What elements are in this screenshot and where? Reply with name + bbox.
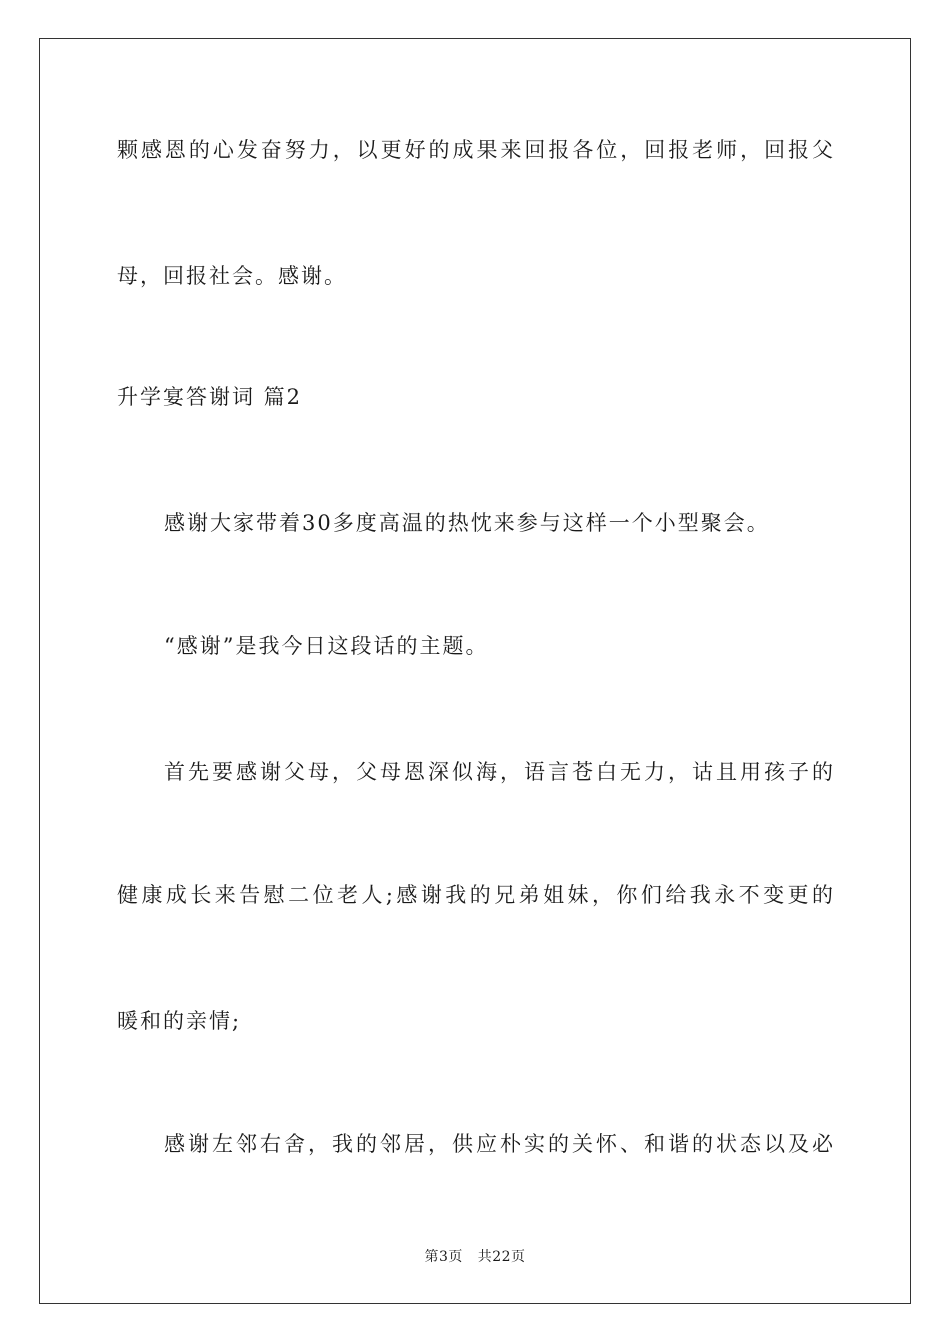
body-text-line: 感谢左邻右舍，我的邻居，供应朴实的关怀、和谐的状态以及必 <box>164 1132 833 1156</box>
body-text-line: 感谢大家带着30多度高温的热忱来参与这样一个小型聚会。 <box>164 511 770 535</box>
body-text-line: 暖和的亲情; <box>117 1009 242 1033</box>
body-text-line: 首先要感谢父母，父母恩深似海，语言苍白无力，诂且用孩子的 <box>164 760 833 784</box>
body-text-line: 母，回报社会。感谢。 <box>117 264 347 288</box>
body-text-line: “感谢”是我今日这段话的主题。 <box>164 634 489 658</box>
page-footer: 第3页 共22页 <box>424 1249 526 1265</box>
section-heading: 升学宴答谢词 篇2 <box>117 385 303 409</box>
body-text-line: 健康成长来告慰二位老人;感谢我的兄弟姐妹，你们给我永不变更的 <box>117 883 833 907</box>
body-text-line: 颗感恩的心发奋努力，以更好的成果来回报各位，回报老师，回报父 <box>117 138 833 162</box>
page-border <box>39 38 911 1304</box>
